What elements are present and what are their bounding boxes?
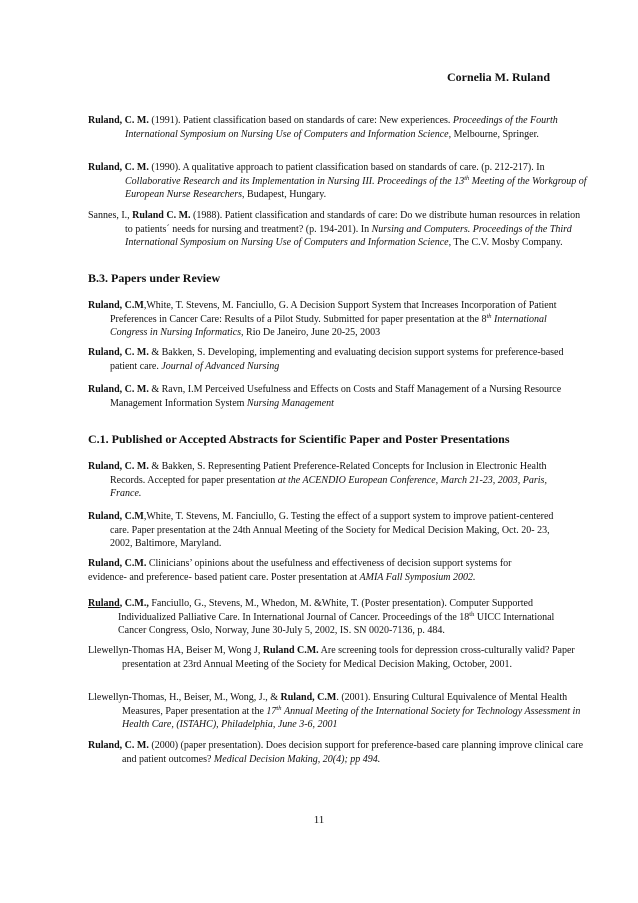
page-number: 11 <box>313 814 325 826</box>
author-name: Ruland, C.M <box>280 692 337 703</box>
section-heading-c1: C.1. Published or Accepted Abstracts for Scientific Paper and Poster Presentations <box>88 432 510 446</box>
publisher: The C.V. Mosby Company. <box>453 237 563 249</box>
reference-entry <box>88 644 584 671</box>
superscript: th <box>486 312 492 320</box>
reference-text: (1991). Patient classification based on standards of care: New experiences. <box>151 115 451 126</box>
reference-text: & Ravn, I.M Perceived Usefulness and Effects on Costs and Staff Management of a Nursing Resource Management Information System <box>110 384 562 409</box>
journal-title: Collaborative Research and its Implementation in Nursing III. Proceedings of the 13 <box>125 175 465 187</box>
author-name: Ruland, C. M. <box>88 740 149 751</box>
journal-title: Annual Meeting of the International Society for Technology Assessment in Health Care, (ISTAHC), Philadelphia, June 3-6, 2001 <box>122 705 581 731</box>
author-name: Ruland, C. M. <box>88 384 149 395</box>
journal-title: Journal of Advanced Nursing <box>161 360 280 372</box>
coauthor-lead: Llewellyn-Thomas, H., Beiser, M., Wong, J., & <box>88 692 278 703</box>
journal-title-cont: Meeting of the Workgroup of European Nurse Researchers <box>125 175 587 201</box>
reference-tail: Rio De Janeiro, June 20-25, 2003 <box>246 327 381 339</box>
author-name-underlined: Ruland <box>88 598 120 609</box>
journal-title: AMIA Fall Symposium 2002. <box>359 571 476 583</box>
reference-entry <box>88 346 572 373</box>
reference-entry <box>88 299 572 340</box>
reference-text: & Bakken, S. Developing, implementing and evaluating decision support systems for preference-based patient care. <box>110 347 564 372</box>
publisher: Melbourne, Springer. <box>453 128 539 140</box>
coauthor-lead: Llewellyn-Thomas HA, Beiser M, Wong J, <box>88 645 261 656</box>
journal-title: Proceedings of the Fourth International Symposium on Nursing Use of Computers and Information Science, <box>125 115 558 140</box>
reference-entry <box>88 114 587 141</box>
reference-entry <box>88 161 587 202</box>
coauthor-lead: Sannes, I., <box>88 210 130 221</box>
reference-text: (1988). Patient classification and standards of care: Do we distribute human resources in relation to patients´ needs for nursing and treatment? (p. 194-201). In <box>125 210 581 235</box>
author-name: Ruland C. M. <box>132 210 191 221</box>
superscript: th <box>464 174 470 182</box>
reference-entry <box>88 739 584 766</box>
section-heading-b3: B.3. Papers under Review <box>88 271 221 285</box>
journal-title: Nursing and Computers. Proceedings of the Third International Symposium on Nursing Use of Computers and Information Science, <box>125 223 572 249</box>
publisher: , Budapest, Hungary. <box>242 189 327 201</box>
journal-title: at the ACENDIO European Conference, March 21-23, 2003, Paris, France. <box>110 474 547 500</box>
reference-text: Clinicians’ opinions about the usefulness and effectiveness of decision support systems for evidence- and preference- based patient care. Poster presentation at <box>88 558 512 583</box>
reference-entry <box>88 557 550 584</box>
reference-text: Fanciullo, G., Stevens, M., Whedon, M. &White, T. (Poster presentation). Computer Supported Individualized Palliative Care. In International Journal of Cancer. Proceedings of the 18 <box>118 598 533 623</box>
reference-entry <box>88 510 572 551</box>
running-header-author: Cornelia M. Ruland <box>446 70 550 84</box>
reference-text: (2000) (paper presentation). Does decision support for preference-based care planning improve clinical care and patient outcomes? <box>122 740 584 765</box>
reference-entry <box>88 691 584 732</box>
author-name: Ruland, C. M. <box>88 461 149 472</box>
author-name: Ruland, C.M <box>88 300 144 311</box>
author-name: Ruland, C.M. <box>88 558 147 569</box>
author-name: Ruland, C. M. <box>88 115 149 126</box>
reference-text: & Bakken, S. Representing Patient Preference-Related Concepts for Inclusion in Electronic Health Records. Accepted for paper presentation <box>110 461 547 486</box>
author-name: Ruland, C.M <box>88 511 144 522</box>
reference-text: Are screening tools for depression cross-culturally valid? Paper presentation at 23rd Annual Meeting of the Society for Medical Decision Making, October, 2001. <box>122 645 575 670</box>
superscript: th <box>276 704 282 712</box>
journal-title: Nursing Management <box>246 397 334 409</box>
author-name: , C.M., <box>119 598 149 609</box>
reference-entry <box>88 383 572 410</box>
author-name-end: .M. <box>304 645 319 656</box>
ordinal-number: 17 <box>266 705 277 717</box>
author-name: Ruland, C. M. <box>88 347 149 358</box>
author-name: Ruland C <box>262 645 305 656</box>
reference-text: (1990). A qualitative approach to patient classification based on standards of care. (p. 212-217). In <box>151 162 545 173</box>
reference-entry <box>88 460 572 501</box>
reference-text: ,White, T. Stevens, M. Fanciullo, G. A Decision Support System that Increases Incorporation of Patient Preferences in Cancer Care: Results of a Pilot Study. Submitted for paper presentation at the <box>110 300 557 325</box>
reference-entry <box>88 209 587 250</box>
journal-title: Medical Decision Making, 20(4); pp 494. <box>213 753 381 765</box>
reference-entry <box>88 597 580 638</box>
reference-text: ,White, T. Stevens, M. Fanciullo, G. Testing the effect of a support system to improve patient-centered care. Paper presentation at the 24th Annual Meeting of the Society for Medical Decision Making, Oct. 20- 23, 2002, Baltimore, Maryland. <box>110 511 554 550</box>
ordinal-number: 8 <box>481 313 487 325</box>
journal-title: International Congress in Nursing Informatics, <box>110 313 547 339</box>
reference-text: . (2001). Ensuring Cultural Equivalence of Mental Health Measures, Paper presentation at the <box>122 692 568 717</box>
superscript: th <box>469 610 475 618</box>
author-name: Ruland, C. M. <box>88 162 149 173</box>
reference-tail: UICC International Cancer Congress, Oslo, Norway, June 30-July 5, 2002, IS. SN 0020-7136, p. 484. <box>118 611 555 637</box>
